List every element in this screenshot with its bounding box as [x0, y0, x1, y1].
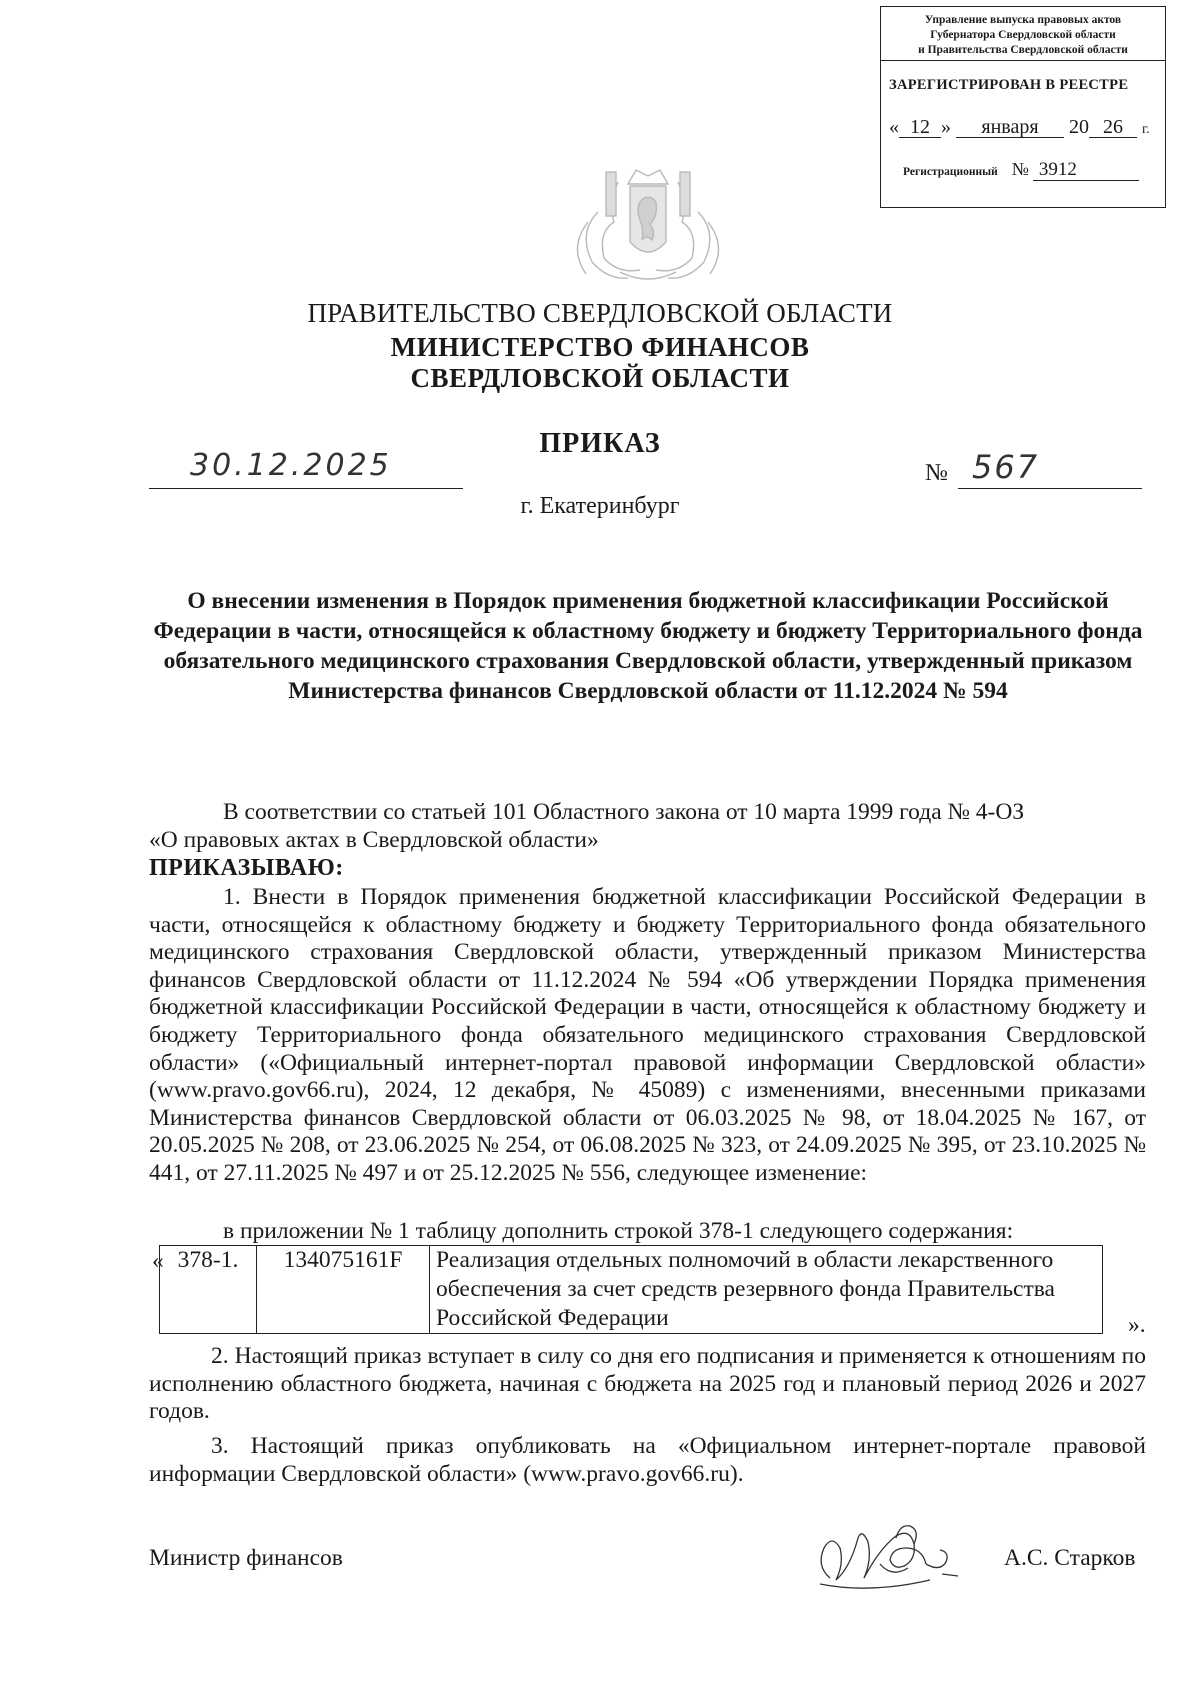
government-heading: ПРАВИТЕЛЬСТВО СВЕРДЛОВСКОЙ ОБЛАСТИ [307, 298, 893, 328]
stamp-year-prefix: 20 [1069, 116, 1089, 138]
stamp-reg-number: 3912 [1033, 160, 1139, 181]
amendment-row-number: 378-1. [160, 1246, 257, 1334]
stamp-reg-label: Регистрационный [903, 166, 998, 178]
amendment-row-name: Реализация отдельных полномочий в области лекарственного обеспечения за счет средств резервного фонда Правительства Российской Федерации [430, 1246, 1103, 1334]
city: г. Екатеринбург [520, 493, 680, 519]
number-sign: № [925, 460, 948, 486]
stamp-registered-label: ЗАРЕГИСТРИРОВАН В РЕЕСТРЕ [889, 77, 1129, 93]
handwritten-number: 567 [972, 448, 1040, 486]
order-word: ПРИКАЗЫВАЮ: [149, 855, 344, 881]
item-3: 3. Настоящий приказ опубликовать на «Официальном интернет-портале правовой информации Свердловской области» (www.pravo.gov66.ru). [149, 1433, 1146, 1487]
ministry-heading-line-2: СВЕРДЛОВСКОЙ ОБЛАСТИ [410, 363, 790, 393]
signer-position: Министр финансов [149, 1545, 343, 1571]
item-1: 1. Внести в Порядок применения бюджетной классификации Российской Федерации в части, относящейся к областному бюджету и бюджету Территориального фонда обязательного медицинского страхования Свердловской области, утвержденный приказом Министерства финансов Свердловской области от 11.12.2024 № 594 «Об утверждении Порядка применения бюджетной классификации Российской Федерации в части, относящейся к областному бюджету и бюджету Территориального фонда обязательного медицинского страхования Свердловской области» («Официальный интернет-портал правовой информации Свердловской области» (www.pravo.gov66.ru), 2024, 12 декабря, № 45089) с изменениями, внесенными приказами Министерства финансов Свердловской области от 06.03.2025 № 98, от 18.04.2025 № 167, от 20.05.2025 № 208, от 23.06.2025 № 254, от 06.08.2025 № 323, от 24.09.2025 № 395, от 23.10.2025 № 441, от 27.11.2025 № 497 и от 25.12.2025 № 556, следующее изменение: [149, 884, 1146, 1186]
stamp-year-suffix: 26 [1089, 117, 1137, 138]
document-title: О внесении изменения в Порядок применения бюджетной классификации Российской Федерации в части, относящейся к областному бюджету и бюджету Территориального фонда обязательного медицинского страхования Свердловской области, утвержденный приказом Министерства финансов Свердловской области от 11.12.2024 № 594 [153, 588, 1143, 704]
handwritten-signature-icon [810, 1508, 970, 1596]
item-1-sub: в приложении № 1 таблицу дополнить строкой 378-1 следующего содержания: [223, 1218, 1014, 1244]
stamp-day: 12 [899, 117, 941, 138]
table-row [160, 1246, 1103, 1334]
preamble: В соответствии со статьей 101 Областного закона от 10 марта 1999 года № 4-ОЗ [223, 799, 1025, 825]
document-type: ПРИКАЗ [539, 428, 661, 459]
signer-name: А.С. Старков [1004, 1545, 1136, 1571]
preamble-continued: «О правовых актах в Свердловской области» [149, 827, 599, 853]
amendment-quote-open: « [152, 1248, 164, 1274]
amendment-quote-close: ». [1128, 1312, 1146, 1338]
item-2: 2. Настоящий приказ вступает в силу со дня его подписания и применяется к отношениям по исполнению областного бюджета, начиная с бюджета на 2025 год и плановый период 2026 и 2027 годов. [149, 1343, 1146, 1425]
stamp-registration-number [881, 159, 1165, 181]
stamp-month: января [956, 117, 1064, 138]
amendment-table [159, 1245, 1103, 1334]
stamp-reg-no-sign: № [1011, 159, 1029, 179]
stamp-header-line-1: Управление выпуска правовых актов [924, 14, 1122, 26]
stamp-header-line-2: Губернатора Свердловской области [930, 29, 1116, 41]
stamp-header-line-3: и Правительства Свердловской области [918, 44, 1128, 56]
stamp-quote-close: » [941, 116, 951, 138]
amendment-row-code: 134075161F [257, 1246, 430, 1334]
coat-of-arms-icon [558, 162, 738, 290]
stamp-year-abbr: г. [1142, 122, 1150, 137]
registry-stamp [880, 6, 1166, 208]
stamp-date [881, 116, 1165, 139]
stamp-header [881, 7, 1165, 61]
stamp-quote-open: « [889, 116, 899, 138]
ministry-heading-line-1: МИНИСТЕРСТВО ФИНАНСОВ [390, 332, 810, 362]
handwritten-date: 30.12.2025 [190, 448, 392, 483]
